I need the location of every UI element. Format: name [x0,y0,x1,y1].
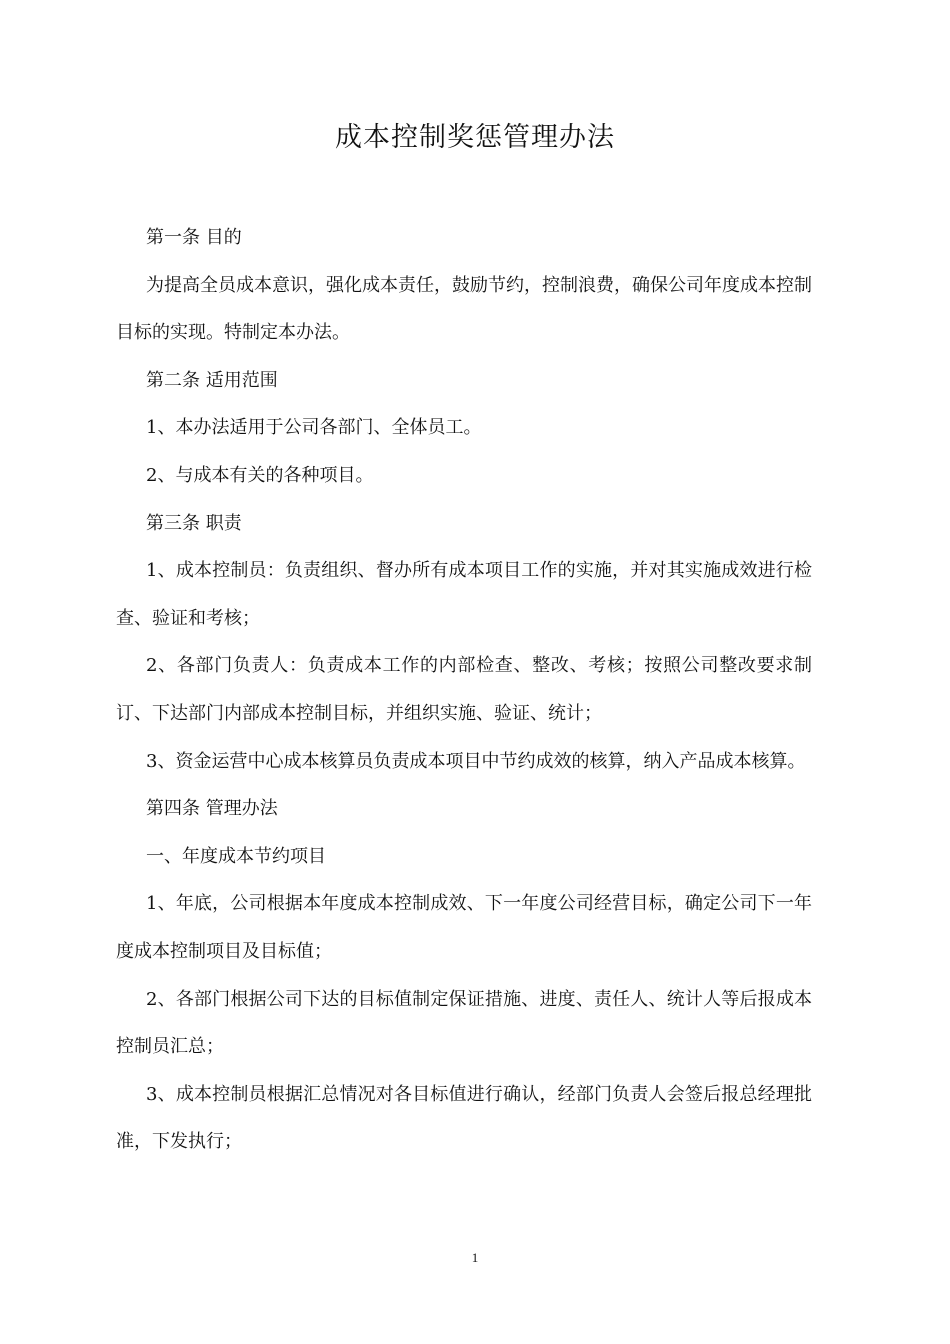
list-item: 3、资金运营中心成本核算员负责成本项目中节约成效的核算，纳入产品成本核算。 [146,750,806,772]
article-heading-4: 第四条 管理办法 [146,798,278,820]
document-title: 成本控制奖惩管理办法 [335,122,615,153]
list-item: 1、成本控制员：负责组织、督办所有成本项目工作的实施，并对其实施成效进行检查、验证和考核； [116,560,812,629]
list-item: 2、与成本有关的各种项目。 [146,464,374,486]
article-heading-1: 第一条 目的 [146,227,242,248]
article-heading-3: 第三条 职责 [146,512,242,534]
list-item: 1、年底，公司根据本年度成本控制成效、下一年度公司经营目标，确定公司下一年度成本控制项目及目标值； [116,893,812,962]
document-body [116,214,812,1166]
list-item: 2、各部门根据公司下达的目标值制定保证措施、进度、责任人、统计人等后报成本控制员汇总； [116,988,812,1058]
list-item: 3、成本控制员根据汇总情况对各目标值进行确认，经部门负责人会签后报总经理批准，下发执行； [116,1083,812,1153]
list-item: 1、本办法适用于公司各部门、全体员工。 [146,417,482,439]
list-item: 2、各部门负责人：负责成本工作的内部检查、整改、考核；按照公司整改要求制订、下达部门内部成本控制目标，并组织实施、验证、统计； [116,655,812,724]
page-number: 1 [471,1250,479,1265]
article-heading-2: 第二条 适用范围 [146,369,278,391]
section-heading: 一、年度成本节约项目 [146,845,326,867]
paragraph: 为提高全员成本意识，强化成本责任，鼓励节约，控制浪费，确保公司年度成本控制目标的实现。特制定本办法。 [116,274,812,344]
